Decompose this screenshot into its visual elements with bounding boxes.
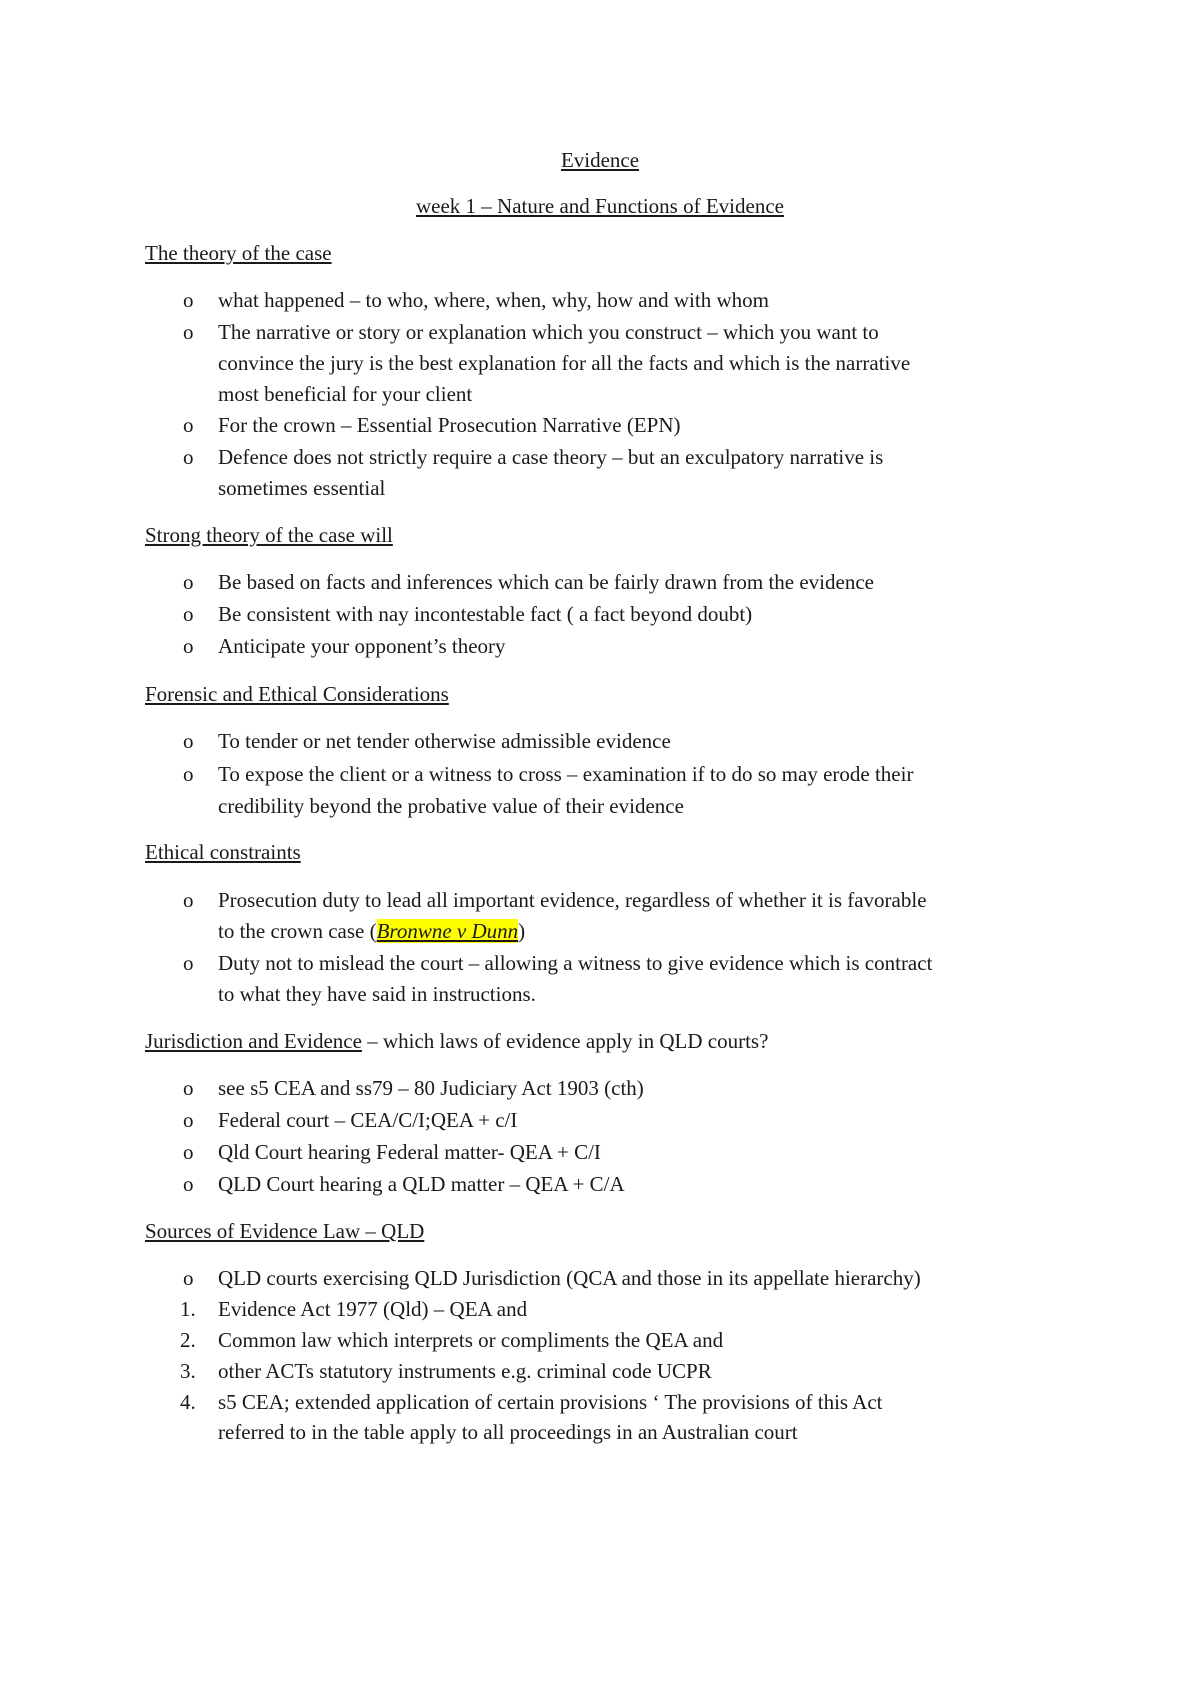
heading-sources: Sources of Evidence Law – QLD <box>145 1219 425 1243</box>
numbered-item: Evidence Act 1977 (Qld) – QEA and <box>218 1297 528 1321</box>
heading-ethical: Ethical constraints <box>145 840 301 864</box>
heading-jurisdiction-rest: – which laws of evidence apply in QLD courts? <box>361 1029 769 1053</box>
list-item-continuation <box>218 917 525 945</box>
numbered-item: other ACTs statutory instruments e.g. criminal code UCPR <box>218 1359 712 1383</box>
heading-jurisdiction-label: Jurisdiction and Evidence <box>145 1029 362 1053</box>
bullet-icon: o <box>183 1140 194 1164</box>
heading-theory: The theory of the case <box>145 241 332 265</box>
heading-forensic: Forensic and Ethical Considerations <box>145 682 449 706</box>
list-item: what happened – to who, where, when, why, how and with whom <box>218 288 769 312</box>
list-item: Defence does not strictly require a case theory – but an exculpatory narrative is <box>218 445 884 469</box>
list-item-continuation: most beneficial for your client <box>218 382 473 406</box>
bullet-icon: o <box>183 951 194 975</box>
list-item-continuation: credibility beyond the probative value of their evidence <box>218 794 684 818</box>
bullet-icon: o <box>183 602 194 626</box>
numbered-item: s5 CEA; extended application of certain provisions ‘ The provisions of this Act <box>218 1390 883 1414</box>
list-item: Anticipate your opponent’s theory <box>218 634 506 658</box>
bullet-icon: o <box>183 445 194 469</box>
bullet-icon: o <box>183 1076 194 1100</box>
text-segment: to the crown case ( <box>218 919 377 943</box>
bullet-icon: o <box>183 888 194 912</box>
document-title: Evidence <box>560 148 640 172</box>
document-subtitle: week 1 – Nature and Functions of Evidence <box>416 194 784 218</box>
numbered-item-continuation: referred to in the table apply to all proceedings in an Australian court <box>218 1420 798 1444</box>
list-item: The narrative or story or explanation which you construct – which you want to <box>218 320 879 344</box>
bullet-icon: o <box>183 1266 194 1290</box>
bullet-icon: o <box>183 634 194 658</box>
list-item: For the crown – Essential Prosecution Narrative (EPN) <box>218 413 681 437</box>
list-item: Be consistent with nay incontestable fact ( a fact beyond doubt) <box>218 602 753 626</box>
bullet-icon: o <box>183 762 194 786</box>
list-item: see s5 CEA and ss79 – 80 Judiciary Act 1903 (cth) <box>218 1076 644 1100</box>
list-item: Prosecution duty to lead all important evidence, regardless of whether it is favorable <box>218 888 927 912</box>
list-item: Duty not to mislead the court – allowing a witness to give evidence which is contract <box>218 951 933 975</box>
list-number: 1. <box>180 1297 196 1321</box>
list-number: 3. <box>180 1359 196 1383</box>
bullet-icon: o <box>183 570 194 594</box>
list-number: 2. <box>180 1328 196 1352</box>
bullet-icon: o <box>183 1108 194 1132</box>
list-item: Be based on facts and inferences which can be fairly drawn from the evidence <box>218 570 874 594</box>
list-item-continuation: to what they have said in instructions. <box>218 982 536 1006</box>
bullet-icon: o <box>183 729 194 753</box>
bullet-icon: o <box>183 320 194 344</box>
heading-jurisdiction <box>145 1027 768 1055</box>
case-citation-highlight: Bronwne v Dunn <box>376 919 519 943</box>
text-segment: ) <box>518 919 526 943</box>
list-item: Federal court – CEA/C/I;QEA + c/I <box>218 1108 518 1132</box>
list-item-continuation: sometimes essential <box>218 476 386 500</box>
bullet-icon: o <box>183 288 194 312</box>
list-item: Qld Court hearing Federal matter- QEA + C/I <box>218 1140 601 1164</box>
list-item: QLD courts exercising QLD Jurisdiction (QCA and those in its appellate hierarchy) <box>218 1266 921 1290</box>
numbered-item: Common law which interprets or compliments the QEA and <box>218 1328 724 1352</box>
bullet-icon: o <box>183 1172 194 1196</box>
list-item-continuation: convince the jury is the best explanation for all the facts and which is the narrative <box>218 351 911 375</box>
bullet-icon: o <box>183 413 194 437</box>
list-item: To expose the client or a witness to cross – examination if to do so may erode their <box>218 762 914 786</box>
list-item: To tender or net tender otherwise admissible evidence <box>218 729 671 753</box>
heading-strong-theory: Strong theory of the case will <box>145 523 393 547</box>
list-number: 4. <box>180 1390 196 1414</box>
list-item: QLD Court hearing a QLD matter – QEA + C/A <box>218 1172 625 1196</box>
